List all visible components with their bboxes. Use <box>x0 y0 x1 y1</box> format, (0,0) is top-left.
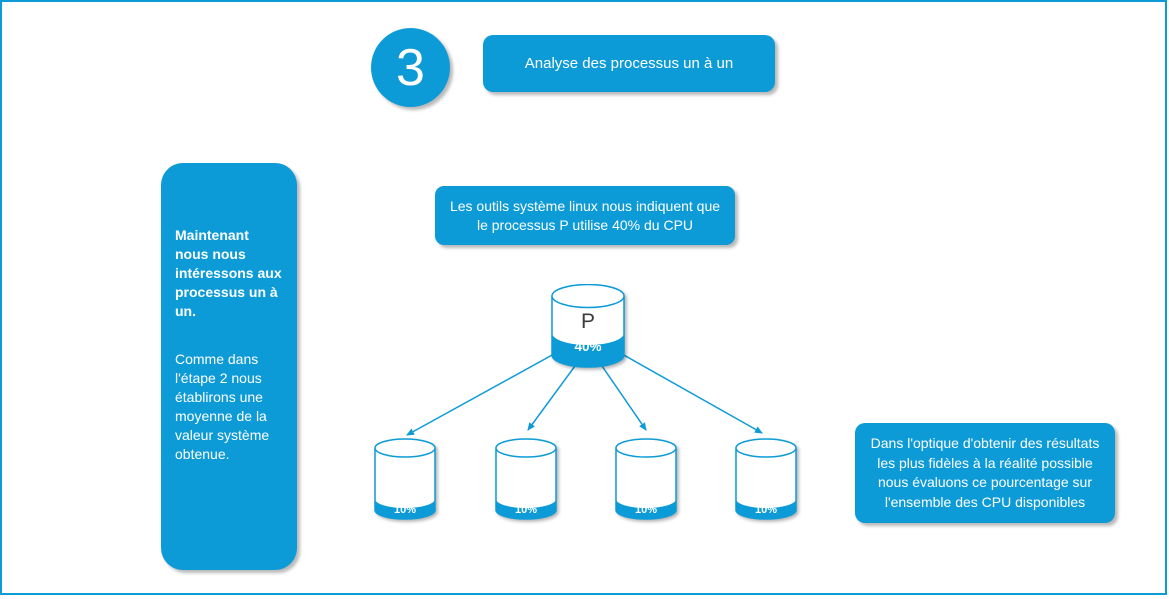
cpu-cylinder-1 <box>373 438 437 524</box>
callout-linux-tools <box>435 186 735 245</box>
arrow-to-cpu-2 <box>528 366 575 430</box>
title-banner <box>483 35 775 92</box>
cpu-cylinder-3 <box>614 438 678 524</box>
process-cylinder <box>549 284 627 368</box>
cpu-usage-label: 10% <box>634 504 658 516</box>
cpu-usage-label: 10% <box>514 504 538 516</box>
cylinder-top <box>375 439 435 457</box>
process-usage-label: 40% <box>574 339 602 354</box>
callout-cpu-ensemble-text: Dans l'optique d'obtenir des résultats les plus fidèles à la réalité possible nous évaluons ce pourcentage sur l'ensemble des CPU disponibles <box>870 435 1100 510</box>
side-note-paragraph-2: Comme dans l'étape 2 nous établirons une moyenne de la valeur système obtenue. <box>175 351 270 462</box>
cpu-cylinder-4 <box>734 438 798 524</box>
process-label: P <box>580 310 596 333</box>
step-number-badge <box>371 28 450 107</box>
title-text: Analyse des processus un à un <box>524 55 734 72</box>
step-number: 3 <box>396 38 425 97</box>
side-note-paragraph-1: Maintenant nous nous intéressons aux processus un à un. <box>175 227 282 319</box>
arrow-to-cpu-3 <box>602 366 646 430</box>
cpu-usage-label: 10% <box>393 504 417 516</box>
callout-linux-tools-text: Les outils système linux nous indiquent que le processus P utilise 40% du CPU <box>449 197 721 233</box>
cpu-cylinder-2 <box>494 438 558 524</box>
cylinder-top <box>496 439 556 457</box>
cylinder-top <box>552 285 624 308</box>
arrow-to-cpu-4 <box>622 354 762 433</box>
arrow-to-cpu-1 <box>407 354 554 435</box>
cylinder-top <box>736 439 796 457</box>
callout-cpu-ensemble <box>855 423 1115 523</box>
cpu-usage-label: 10% <box>754 504 778 516</box>
cylinder-top <box>616 439 676 457</box>
side-note-panel <box>161 163 297 570</box>
